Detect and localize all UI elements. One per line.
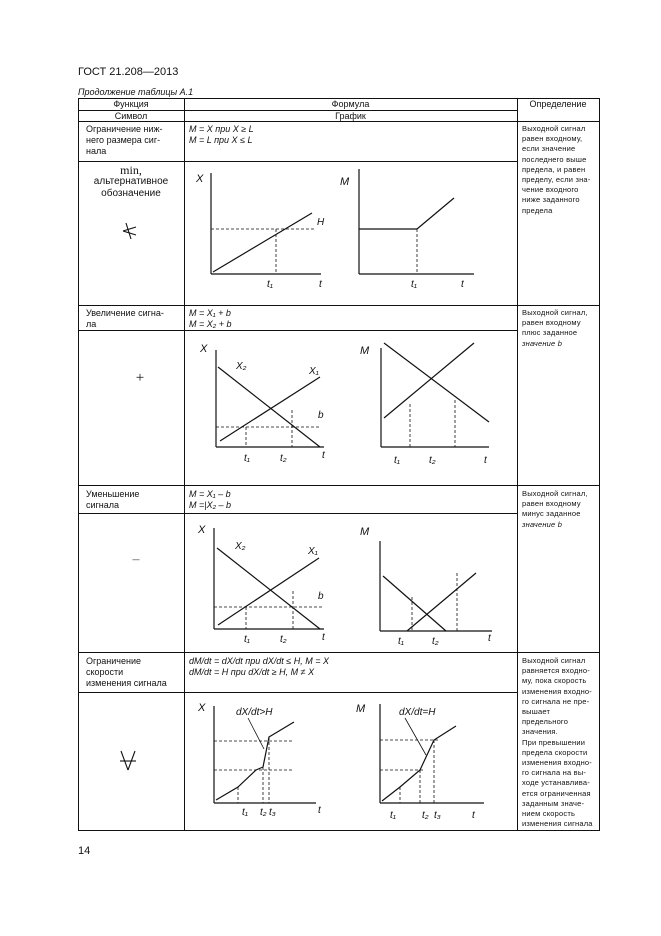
- tick-t: t: [484, 455, 487, 466]
- axis-label-m: M: [360, 345, 370, 357]
- axis-label-m: M: [356, 703, 366, 715]
- row2-definition: Выходной сигнал, равен входному плюс заданное значение b: [522, 308, 588, 348]
- tick-t3: t₃: [269, 807, 276, 818]
- col-header-function: Функция: [113, 99, 149, 109]
- col-header-formula: Формула: [331, 99, 370, 109]
- tick-t1: t₁: [244, 634, 250, 645]
- axis-label-x: X: [200, 343, 208, 355]
- row4-formula: dM/dt = dX/dt при dX/dt ≤ H, M = X dM/dt = H при dX/dt ≥ H, M ≠ X: [189, 656, 329, 677]
- tick-t1: t₁: [398, 636, 404, 647]
- row3-function: Уменьшение сигнала: [86, 489, 140, 510]
- tick-t1: t₁: [390, 810, 396, 821]
- page-number: 14: [78, 845, 91, 857]
- axis-label-x: X: [198, 702, 206, 714]
- tick-t: t: [318, 805, 321, 816]
- tick-t1: t₁: [242, 807, 248, 818]
- label-dxdt-gt-h: dX/dt>H: [236, 707, 273, 718]
- tick-t: t: [322, 632, 325, 643]
- row2-function: Увеличение сигна- ла: [86, 308, 164, 329]
- tick-t1: t₁: [267, 279, 273, 290]
- row2-symbol: +: [135, 370, 145, 386]
- row3-formula: M = X₁ – b M =|X₂ – b: [189, 489, 232, 510]
- tick-t: t: [319, 279, 322, 290]
- col-header-definition: Определение: [529, 99, 587, 109]
- label-x2: X₂: [235, 541, 246, 552]
- tick-t3: t₃: [434, 810, 441, 821]
- row1-definition: Выходной сигнал равен входному, если значение последнего выше предела, и равен пределу, если зна- чение входного ниже заданного предела: [522, 124, 591, 215]
- tick-t2: t₂: [260, 807, 267, 818]
- tick-t2: t₂: [432, 636, 439, 647]
- tick-t2: t₂: [280, 634, 287, 645]
- col-header-graph: График: [335, 111, 366, 121]
- tick-t: t: [461, 279, 464, 290]
- tick-t1: t₁: [244, 453, 250, 464]
- tick-t: t: [488, 633, 491, 644]
- axis-label-m: M: [360, 526, 370, 538]
- col-header-symbol: Символ: [114, 111, 148, 121]
- row3-graphs: [184, 513, 517, 652]
- row1-formula: M = X при X ≥ L M = L при X ≤ L: [189, 124, 254, 145]
- row2-graphs: [184, 330, 517, 485]
- row3-symbol: –: [132, 552, 140, 567]
- table-caption: Продолжение таблицы А.1: [78, 87, 194, 97]
- tick-t1: t₁: [411, 279, 417, 290]
- axis-label-m: M: [340, 176, 350, 188]
- row2-formula: M = X₁ + b M = X₂ + b: [189, 308, 232, 329]
- label-dxdt-eq-h: dX/dt=H: [399, 707, 436, 718]
- row1-function: Ограничение ниж- него размера сиг- нала: [86, 124, 163, 156]
- label-x1: X₁: [308, 546, 318, 557]
- row4-definition: Выходной сигнал равняется входно- му, пока скорость изменения входно- го сигнала не пре- вышает предельного значения. При превышении предела скорости изменения входно- го сигнала на вы- ходе устанавлива- ется ограниченная заданным значе- нием скорость изменения сигнала: [522, 656, 593, 829]
- row1-symbol-icon: [120, 220, 140, 242]
- label-b: b: [318, 591, 324, 602]
- row1-symbol-text: min, альтернативное обозначение: [93, 163, 169, 199]
- tick-t2: t₂: [280, 453, 287, 464]
- row4-symbol-icon: [118, 748, 140, 774]
- row1-graphs: [184, 161, 517, 305]
- label-x2: X₂: [236, 361, 247, 372]
- label-h: H: [317, 217, 325, 228]
- axis-label-x: X: [198, 524, 206, 536]
- tick-t2: t₂: [422, 810, 429, 821]
- tick-t1: t₁: [394, 455, 400, 466]
- row4-function: Ограничение скорости изменения сигнала: [86, 656, 167, 688]
- row3-definition: Выходной сигнал, равен входному минус заданное значение b: [522, 489, 588, 529]
- tick-t: t: [472, 810, 475, 821]
- label-b: b: [318, 410, 324, 421]
- label-x1: X₁: [309, 366, 319, 377]
- tick-t2: t₂: [429, 455, 436, 466]
- tick-t: t: [322, 450, 325, 461]
- row4-graphs: [184, 692, 517, 830]
- axis-label-x: X: [196, 173, 204, 185]
- document-header: ГОСТ 21.208—2013: [78, 66, 179, 78]
